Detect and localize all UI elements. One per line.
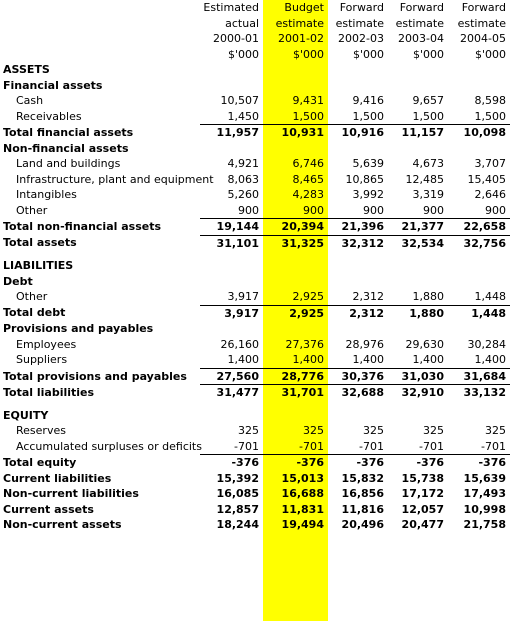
row-label: Total financial assets — [3, 125, 134, 139]
column-header: estimate — [335, 16, 384, 30]
value-cell: 1,400 — [227, 353, 259, 366]
value-cell: 31,684 — [448, 368, 510, 385]
row-label: Non-current assets — [3, 518, 122, 531]
value-cell — [448, 321, 510, 337]
table-row — [0, 156, 510, 172]
table-row — [0, 62, 510, 78]
value-cell: 1,500 — [412, 109, 444, 123]
value-cell: 3,319 — [412, 188, 444, 201]
value-cell: 27,376 — [285, 337, 324, 351]
table-row — [0, 305, 510, 321]
column-header: 2001-02 — [278, 32, 324, 45]
value-cell — [263, 258, 328, 274]
row-label: Total assets — [3, 236, 77, 250]
value-cell: 1,880 — [412, 290, 444, 303]
value-cell: 2,925 — [292, 290, 324, 303]
table-row — [0, 289, 510, 305]
value-cell: 1,448 — [474, 290, 506, 303]
value-cell — [263, 141, 328, 157]
value-cell: 8,465 — [292, 172, 324, 186]
value-cell: 900 — [238, 203, 259, 217]
table-row — [0, 352, 510, 368]
table-row — [0, 93, 510, 109]
value-cell — [388, 401, 448, 408]
value-cell — [328, 251, 388, 258]
column-header: 2004-05 — [460, 32, 506, 45]
value-cell — [328, 258, 388, 274]
column-header: estimate — [275, 16, 324, 30]
value-cell: 3,707 — [474, 157, 506, 170]
value-cell — [200, 401, 263, 408]
value-cell: 32,688 — [328, 385, 388, 401]
row-label: Reserves — [16, 424, 66, 437]
value-cell: -701 — [419, 439, 444, 453]
table-row — [0, 125, 510, 141]
header-row — [0, 16, 510, 32]
value-cell — [328, 141, 388, 157]
column-header: 2002-03 — [338, 32, 384, 45]
value-cell: 5,639 — [352, 157, 384, 170]
value-cell: 900 — [485, 203, 506, 217]
value-cell: 15,738 — [401, 471, 444, 485]
value-cell — [200, 78, 263, 94]
value-cell: 10,865 — [345, 172, 384, 186]
value-cell: 3,917 — [227, 290, 259, 303]
table-row — [0, 109, 510, 125]
row-label: Accumulated surpluses or deficits — [16, 439, 202, 453]
row-label: ASSETS — [3, 63, 50, 76]
column-header: Forward — [399, 1, 444, 14]
value-cell: 9,657 — [412, 94, 444, 107]
column-header: $'000 — [352, 47, 384, 61]
row-label: Suppliers — [16, 353, 68, 367]
value-cell: 11,831 — [281, 502, 324, 516]
value-cell: 8,598 — [474, 94, 506, 107]
spacer-row — [0, 251, 510, 258]
column-header: $'000 — [227, 47, 259, 61]
value-cell — [200, 274, 263, 290]
value-cell — [263, 321, 328, 337]
table-row — [0, 203, 510, 219]
row-label: Infrastructure, plant and equipment — [16, 172, 214, 186]
value-cell — [448, 251, 510, 258]
value-cell: 16,688 — [281, 487, 324, 500]
value-cell: 1,400 — [352, 353, 384, 366]
value-cell: 15,392 — [216, 471, 259, 485]
value-cell — [388, 408, 448, 424]
value-cell: 325 — [303, 424, 324, 437]
column-header: $'000 — [474, 47, 506, 61]
value-cell: 32,756 — [448, 235, 510, 251]
value-cell — [263, 78, 328, 94]
value-cell: 900 — [303, 203, 324, 217]
header-row — [0, 31, 510, 47]
value-cell: -701 — [481, 439, 506, 453]
value-cell: -376 — [448, 455, 510, 471]
value-cell: 4,673 — [412, 157, 444, 170]
value-cell: 325 — [363, 424, 384, 437]
header-spacer — [0, 47, 200, 63]
value-cell: 17,493 — [463, 487, 506, 500]
value-cell — [328, 274, 388, 290]
value-cell: 11,816 — [341, 502, 384, 516]
value-cell: 31,101 — [200, 235, 263, 251]
column-header: Forward — [339, 1, 384, 14]
table-row — [0, 502, 510, 518]
value-cell — [328, 62, 388, 78]
value-cell: -701 — [234, 439, 259, 453]
value-cell: 31,030 — [388, 368, 448, 385]
table-row — [0, 368, 510, 385]
value-cell: 1,400 — [292, 353, 324, 366]
value-cell — [328, 321, 388, 337]
column-header: actual — [225, 16, 259, 30]
value-cell — [200, 321, 263, 337]
value-cell: 30,376 — [328, 368, 388, 385]
value-cell: 16,856 — [341, 487, 384, 500]
value-cell: 20,477 — [401, 518, 444, 531]
row-label: Employees — [16, 337, 77, 351]
row-label: Other — [16, 290, 48, 304]
value-cell — [448, 141, 510, 157]
value-cell: 12,485 — [405, 172, 444, 186]
value-cell: 325 — [423, 424, 444, 437]
value-cell: 10,507 — [220, 94, 259, 107]
value-cell: 4,921 — [227, 157, 259, 170]
row-label: Non-financial assets — [3, 141, 129, 155]
value-cell: 31,477 — [200, 385, 263, 401]
value-cell: -701 — [359, 439, 384, 453]
header-spacer — [0, 0, 200, 16]
table-row — [0, 321, 510, 337]
value-cell — [388, 62, 448, 78]
value-cell: 5,260 — [227, 188, 259, 201]
column-header: 2003-04 — [398, 32, 444, 45]
value-cell: 21,758 — [463, 518, 506, 531]
value-cell — [388, 78, 448, 94]
value-cell: 20,496 — [341, 518, 384, 531]
row-label — [0, 401, 200, 408]
value-cell — [263, 274, 328, 290]
value-cell: 12,857 — [216, 502, 259, 516]
value-cell — [388, 141, 448, 157]
column-header: 2000-01 — [213, 32, 259, 45]
table-row — [0, 471, 510, 487]
column-header: $'000 — [292, 47, 324, 61]
value-cell — [328, 408, 388, 424]
value-cell — [448, 401, 510, 408]
value-cell: 28,976 — [345, 337, 384, 351]
value-cell: 31,325 — [263, 235, 328, 251]
value-cell: -376 — [388, 455, 448, 471]
value-cell: 20,394 — [263, 219, 328, 236]
value-cell: -376 — [263, 455, 328, 471]
row-label: Financial assets — [3, 78, 103, 92]
table-row — [0, 517, 510, 533]
value-cell: 1,450 — [227, 109, 259, 123]
value-cell: 9,416 — [352, 94, 384, 107]
value-cell: -701 — [299, 439, 324, 453]
row-label: Debt — [3, 274, 33, 288]
value-cell — [448, 78, 510, 94]
value-cell: 12,057 — [401, 502, 444, 516]
value-cell: 15,639 — [463, 471, 506, 485]
value-cell: 30,284 — [467, 337, 506, 351]
value-cell — [200, 258, 263, 274]
value-cell — [388, 274, 448, 290]
value-cell: 15,013 — [281, 471, 324, 485]
value-cell: 19,494 — [281, 518, 324, 531]
table-row — [0, 337, 510, 353]
value-cell: 21,396 — [328, 219, 388, 236]
value-cell: 900 — [363, 203, 384, 217]
value-cell: 4,283 — [292, 188, 324, 201]
value-cell — [388, 321, 448, 337]
value-cell: 1,500 — [474, 109, 506, 123]
row-label: Total equity — [3, 455, 77, 469]
column-header: Forward — [461, 1, 506, 14]
value-cell: 325 — [238, 424, 259, 437]
row-label: Receivables — [16, 109, 82, 123]
value-cell: 1,400 — [412, 353, 444, 366]
value-cell: 11,157 — [388, 125, 448, 141]
value-cell: 26,160 — [220, 337, 259, 351]
value-cell: -376 — [200, 455, 263, 471]
header-spacer — [0, 31, 200, 47]
value-cell: 3,917 — [200, 305, 263, 321]
row-label: Intangibles — [16, 188, 77, 201]
row-label: Current assets — [3, 502, 94, 516]
value-cell: 3,992 — [352, 188, 384, 201]
value-cell: 32,910 — [388, 385, 448, 401]
row-label: Total non-financial assets — [3, 220, 162, 233]
value-cell — [200, 141, 263, 157]
table-row — [0, 219, 510, 236]
column-header: estimate — [395, 16, 444, 30]
value-cell: 10,998 — [463, 502, 506, 516]
column-header: $'000 — [412, 47, 444, 61]
row-label: Land and buildings — [16, 157, 121, 170]
value-cell — [263, 62, 328, 78]
value-cell — [200, 408, 263, 424]
row-label: Total provisions and payables — [3, 369, 187, 383]
table-row — [0, 141, 510, 157]
value-cell: 8,063 — [227, 172, 259, 186]
column-header: estimate — [457, 16, 506, 30]
table-row — [0, 235, 510, 251]
value-cell — [448, 274, 510, 290]
value-cell — [448, 408, 510, 424]
value-cell: 1,400 — [474, 353, 506, 366]
value-cell: 6,746 — [292, 157, 324, 170]
row-label: Current liabilities — [3, 471, 112, 485]
value-cell — [388, 251, 448, 258]
value-cell: 33,132 — [448, 385, 510, 401]
value-cell: 18,244 — [216, 518, 259, 531]
value-cell: 2,925 — [263, 305, 328, 321]
value-cell: 19,144 — [200, 219, 263, 236]
value-cell — [263, 401, 328, 408]
value-cell: 22,658 — [448, 219, 510, 236]
row-label: Other — [16, 203, 48, 217]
table-row — [0, 187, 510, 203]
value-cell — [263, 408, 328, 424]
value-cell — [328, 78, 388, 94]
table-row — [0, 258, 510, 274]
value-cell — [200, 62, 263, 78]
table-row — [0, 486, 510, 502]
column-header: Budget — [284, 1, 324, 14]
row-label: Total debt — [3, 306, 66, 320]
value-cell — [448, 258, 510, 274]
value-cell: 21,377 — [388, 219, 448, 236]
value-cell: 2,646 — [474, 188, 506, 201]
table-row — [0, 423, 510, 439]
column-header: Estimated — [203, 1, 259, 14]
table-row — [0, 455, 510, 471]
row-label: Provisions and payables — [3, 322, 154, 335]
value-cell: 17,172 — [401, 487, 444, 500]
value-cell: 29,630 — [405, 337, 444, 351]
spacer-row — [0, 401, 510, 408]
table-row — [0, 408, 510, 424]
value-cell: 2,312 — [328, 305, 388, 321]
table-row — [0, 385, 510, 401]
table-row — [0, 172, 510, 188]
table-row — [0, 274, 510, 290]
header-row — [0, 0, 510, 16]
row-label: Non-current liabilities — [3, 487, 139, 500]
value-cell: 9,431 — [292, 94, 324, 107]
value-cell — [388, 258, 448, 274]
value-cell: 1,500 — [292, 109, 324, 123]
row-label — [0, 251, 200, 258]
value-cell: 32,534 — [388, 235, 448, 251]
table-row — [0, 78, 510, 94]
value-cell: 10,931 — [263, 125, 328, 141]
value-cell: -376 — [328, 455, 388, 471]
value-cell — [200, 251, 263, 258]
value-cell: 1,448 — [448, 305, 510, 321]
value-cell: 10,098 — [448, 125, 510, 141]
value-cell: 15,832 — [341, 471, 384, 485]
value-cell — [263, 251, 328, 258]
row-label: LIABILITIES — [3, 259, 74, 272]
value-cell: 31,701 — [263, 385, 328, 401]
table-row — [0, 439, 510, 455]
row-label: EQUITY — [3, 408, 49, 422]
value-cell — [448, 62, 510, 78]
header-spacer — [0, 16, 200, 32]
value-cell: 2,312 — [352, 290, 384, 303]
value-cell: 10,916 — [328, 125, 388, 141]
value-cell: 15,405 — [467, 172, 506, 186]
row-label: Cash — [16, 94, 44, 107]
value-cell: 11,957 — [200, 125, 263, 141]
value-cell: 900 — [423, 203, 444, 217]
value-cell: 325 — [485, 424, 506, 437]
value-cell: 1,500 — [352, 109, 384, 123]
value-cell: 16,085 — [216, 487, 259, 500]
value-cell: 28,776 — [263, 368, 328, 385]
row-label: Total liabilities — [3, 385, 95, 399]
header-row — [0, 47, 510, 63]
value-cell — [328, 401, 388, 408]
value-cell: 27,560 — [200, 368, 263, 385]
value-cell: 32,312 — [328, 235, 388, 251]
value-cell: 1,880 — [388, 305, 448, 321]
